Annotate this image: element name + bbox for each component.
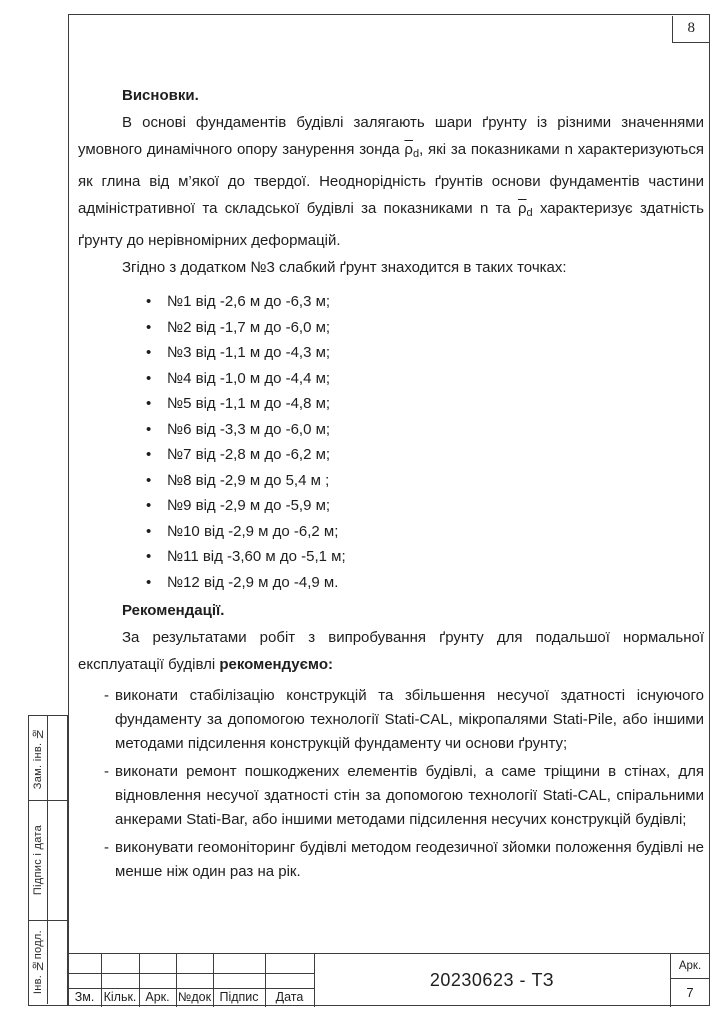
point-item bbox=[78, 417, 704, 443]
bullet-icon: • bbox=[146, 318, 152, 336]
side-strip bbox=[28, 715, 68, 1006]
bullet-icon: • bbox=[146, 293, 152, 310]
bullet-icon: • bbox=[146, 369, 152, 387]
side-cell-label-area bbox=[29, 801, 48, 920]
recommendations-list bbox=[78, 684, 704, 884]
item-text: виконувати геомоніторинг будівлі методом геодезичної зйомки положення будівлі не менше ніж один раз на рік. bbox=[115, 839, 704, 880]
point-item bbox=[78, 493, 704, 519]
conclusions-heading: Висновки. bbox=[122, 87, 199, 104]
dash-marker: - bbox=[104, 763, 109, 780]
weak-soil-points-list bbox=[78, 289, 704, 595]
side-cell-label-area bbox=[29, 921, 48, 1004]
document-number: 20230623 - ТЗ bbox=[429, 970, 555, 990]
point-item bbox=[78, 544, 704, 570]
side-label-inv-podl: Інв. №подл. bbox=[32, 930, 44, 995]
item-text: №12 від -2,9 м до -4,9 м. bbox=[167, 573, 339, 591]
side-cell-label-area bbox=[29, 716, 48, 800]
bullet-icon: • bbox=[146, 344, 152, 361]
conclusions-paragraph bbox=[78, 109, 704, 254]
bullet-icon: • bbox=[146, 420, 152, 438]
point-item bbox=[78, 468, 704, 494]
item-text: №5 від -1,1 м до -4,8 м; bbox=[167, 395, 331, 412]
point-item bbox=[78, 391, 704, 417]
footer-col-data: Дата bbox=[275, 990, 304, 1004]
side-cell-inv-podl bbox=[29, 921, 67, 1004]
side-label-zam-inv: Зам. інв. № bbox=[32, 726, 44, 790]
item-text: №6 від -3,3 м до -6,0 м; bbox=[167, 420, 331, 438]
item-text: №11 від -3,60 м до -5,1 м; bbox=[167, 548, 346, 565]
item-text: №7 від -2,8 м до -6,2 м; bbox=[167, 446, 331, 463]
points-intro: Згідно з додатком №3 слабкий ґрунт знаходится в таких точках: bbox=[122, 259, 567, 276]
point-item bbox=[78, 366, 704, 392]
text-segment: характеризує здатність ґрунту до нерівномірних деформацій. bbox=[78, 200, 704, 249]
text-segment: d bbox=[526, 207, 533, 219]
item-text: №10 від -2,9 м до -6,2 м; bbox=[167, 522, 339, 540]
text-segment: d bbox=[412, 148, 420, 160]
title-block bbox=[68, 953, 710, 1006]
side-label-pidpys-data: Підпис і дата bbox=[32, 825, 44, 896]
point-item bbox=[78, 519, 704, 545]
item-text: №3 від -1,1 м до -4,3 м; bbox=[167, 344, 331, 361]
text-segment: $\overline{\rho}$ bbox=[517, 200, 527, 217]
bullet-icon: • bbox=[146, 497, 152, 514]
table-divider bbox=[68, 973, 314, 974]
footer-col-ark: Арк. bbox=[145, 990, 170, 1004]
item-text: виконати стабілізацію конструкцій та збільшення несучої здатності існуючого фундаменту за допомогою технології Stati-CAL, мікропалями Stati-Pile, або іншими методами підсилення конструкцій фундаменту чи основи ґрунту; bbox=[115, 687, 704, 752]
point-item bbox=[78, 315, 704, 341]
item-text: №4 від -1,0 м до -4,4 м; bbox=[167, 369, 331, 387]
text-segment: , які за показниками n характеризуються як глина від м’якої до твердої. Неоднорідність ґрунтів основи фундаментів частини адміністративної та складської будівлі за показниками n та bbox=[78, 141, 704, 217]
recommendations-heading: Рекомендації. bbox=[122, 602, 225, 619]
bullet-icon: • bbox=[146, 471, 152, 489]
bullet-icon: • bbox=[146, 548, 152, 565]
bullet-icon: • bbox=[146, 395, 152, 412]
dash-marker: - bbox=[104, 687, 109, 704]
footer-col-pidpys: Підпис bbox=[219, 990, 259, 1004]
item-text: №1 від -2,6 м до -6,3 м; bbox=[167, 293, 331, 310]
document-content bbox=[70, 16, 707, 884]
side-cell-pidpys-data bbox=[29, 801, 67, 921]
text-segment: За результатами робіт з випробування ґрунту для подальшої нормальної експлуатації будівлі bbox=[78, 629, 704, 673]
item-text: виконати ремонт пошкоджених елементів будівлі, а саме тріщини в стінах, для відновлення несучої здатності стін за допомогою технології Stati-CAL, спіральними анкерами Stati-Bar, або іншими методами підсилення несучих конструкцій будівлі; bbox=[115, 763, 704, 828]
point-item bbox=[78, 289, 704, 315]
text-segment: $\overline{\rho}$ bbox=[404, 141, 413, 158]
recommendation-item bbox=[78, 836, 704, 884]
sheet-number-bottom: 7 bbox=[686, 985, 694, 1000]
point-item bbox=[78, 442, 704, 468]
item-text: №8 від -2,9 м до 5,4 м ; bbox=[167, 471, 330, 489]
bullet-icon: • bbox=[146, 573, 152, 591]
sheet-label: Арк. bbox=[678, 960, 702, 972]
bullet-icon: • bbox=[146, 446, 152, 463]
text-segment: рекомендуємо: bbox=[219, 656, 333, 673]
sheet-number-top: 8 bbox=[687, 20, 695, 37]
item-text: №2 від -1,7 м до -6,0 м; bbox=[167, 318, 331, 336]
footer-col-ndok: №док bbox=[177, 990, 212, 1004]
text-segment: В основі фундаментів будівлі залягають шари ґрунту із різними значеннями умовного динамічного опору занурення зонда bbox=[78, 114, 704, 158]
dash-marker: - bbox=[104, 839, 109, 856]
bullet-icon: • bbox=[146, 522, 152, 540]
footer-col-zm: Зм. bbox=[74, 990, 95, 1004]
item-text: №9 від -2,9 м до -5,9 м; bbox=[167, 497, 331, 514]
recommendation-item bbox=[78, 684, 704, 756]
point-item bbox=[78, 340, 704, 366]
point-item bbox=[78, 570, 704, 596]
recommendation-item bbox=[78, 760, 704, 832]
recommendations-paragraph bbox=[78, 624, 704, 678]
side-cell-zam-inv bbox=[29, 716, 67, 801]
footer-col-kilk: Кільк. bbox=[103, 990, 137, 1004]
